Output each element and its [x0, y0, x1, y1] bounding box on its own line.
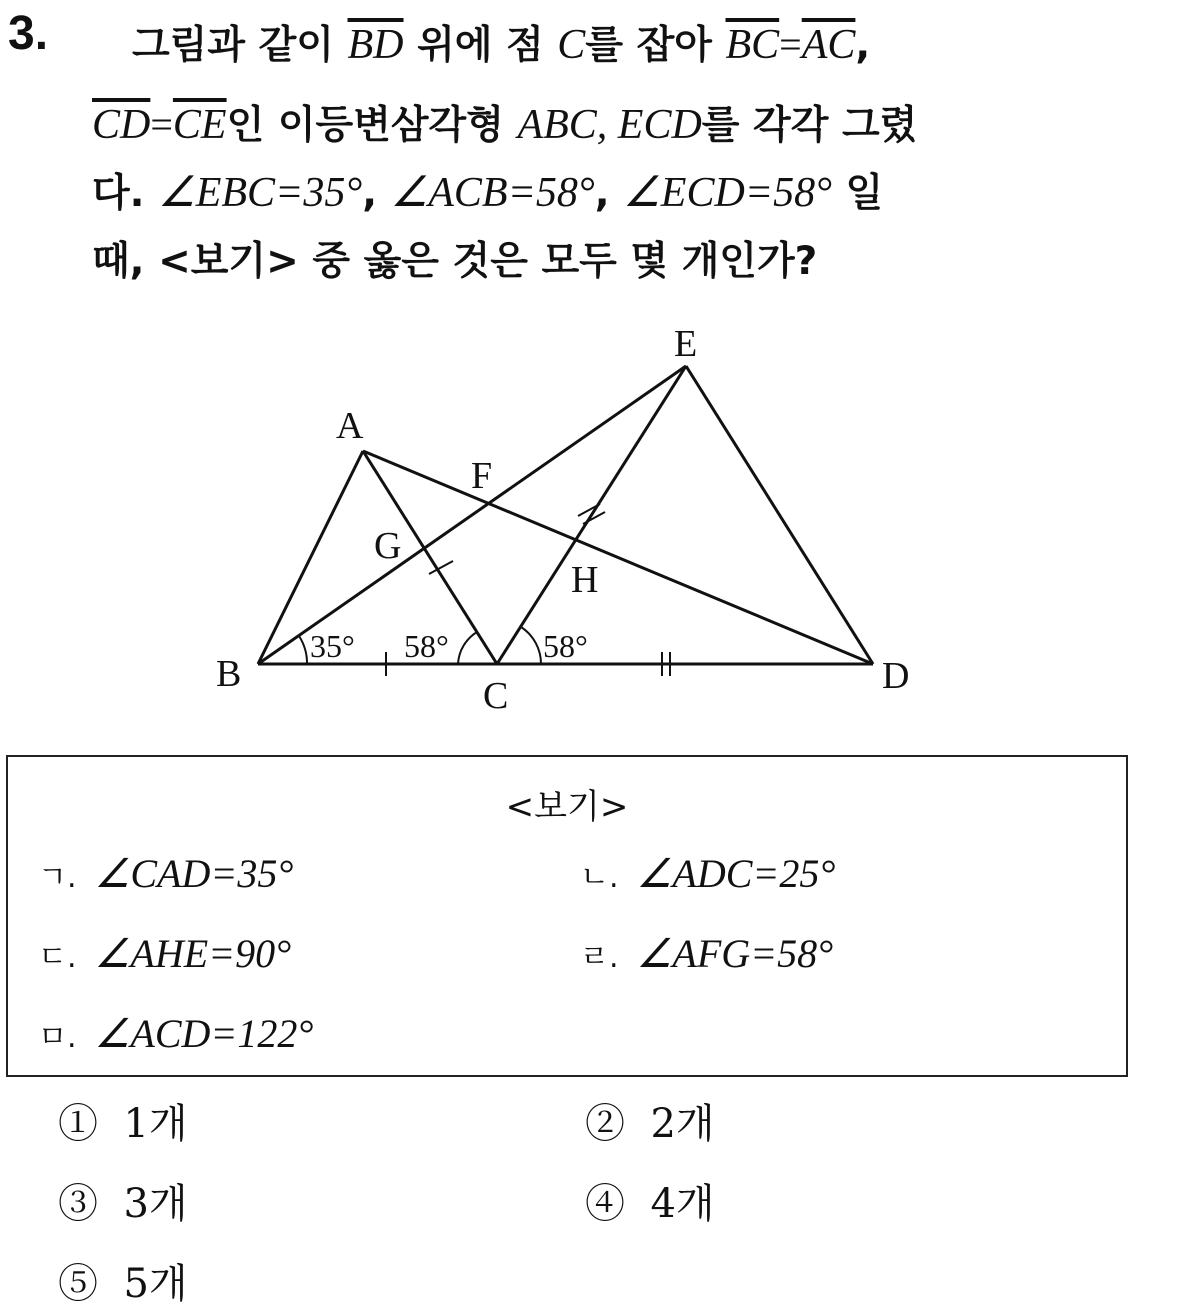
choice-3[interactable] [58, 1172, 188, 1229]
text-segment: 를 각각 그렸 [701, 103, 918, 148]
triangle-abc: ABC [517, 102, 597, 148]
bogi-item-label: ㄱ. [38, 860, 77, 895]
segment-ed-line [686, 366, 873, 664]
tick-ce-1 [578, 504, 600, 516]
text-segment: 위에 점 [403, 23, 558, 68]
text-segment: 를 잡아 [585, 23, 726, 68]
bogi-item-label: ㄷ. [38, 940, 77, 975]
text-segment: 그림과 같이 [132, 23, 348, 68]
angle-label-58-ecd: 58° [543, 628, 588, 664]
bogi-item-label: ㄹ. [580, 940, 619, 975]
bogi-item-label: ㄴ. [580, 860, 619, 895]
bogi-item-label: ㅁ. [38, 1020, 77, 1055]
bogi-item [38, 1010, 313, 1057]
label-d: D [882, 655, 910, 697]
text-segment: 인 이등변삼각형 [226, 103, 518, 148]
choice-4[interactable] [585, 1172, 715, 1229]
bogi-item-text: ∠CAD=35° [94, 851, 294, 896]
point-c: C [557, 22, 586, 68]
choice-mark: ⑤ [58, 1261, 98, 1307]
choice-mark: ④ [585, 1181, 625, 1227]
choice-mark: ③ [58, 1181, 98, 1227]
segment-ce: $\overline{CE}$ [172, 102, 227, 148]
angle-label-35: 35° [310, 628, 355, 664]
angle-ebc-condition: ∠EBC=35° [158, 170, 363, 216]
arc-acb [458, 632, 477, 664]
choice-mark: ① [58, 1101, 98, 1147]
label-b: B [216, 653, 242, 695]
label-f: F [471, 455, 493, 497]
text-segment: 다. [92, 171, 159, 216]
comma: , [855, 23, 871, 68]
angle-label-58-acb: 58° [404, 628, 449, 664]
triangle-ecd: ECD [617, 102, 702, 148]
segment-bd: $\overline{BD}$ [347, 22, 404, 68]
segment-ce-line [497, 366, 686, 664]
comma: , [594, 171, 624, 216]
bogi-box [6, 755, 1128, 1077]
bogi-title: <보기> [505, 787, 629, 827]
bogi-item-text: ∠AFG=58° [636, 931, 834, 976]
angle-ecd-condition: ∠ECD=58° [623, 170, 832, 216]
bogi-item [580, 930, 833, 977]
choice-text: 1개 [123, 1101, 188, 1147]
label-h: H [571, 559, 599, 601]
equals-sign: = [779, 22, 802, 67]
text-segment: 일 [831, 171, 884, 216]
arc-ecd [521, 627, 541, 664]
bogi-item-text: ∠ADC=25° [636, 851, 836, 896]
choice-text: 5개 [123, 1261, 188, 1307]
bogi-item-text: ∠ACD=122° [94, 1011, 314, 1056]
question-number: 3. [8, 7, 49, 60]
choice-2[interactable] [585, 1092, 715, 1149]
segment-ac: $\overline{AC}$ [801, 22, 856, 68]
label-c: C [483, 675, 509, 717]
segment-bc: $\overline{BC}$ [725, 22, 780, 68]
angle-acb-condition: ∠ACB=58° [390, 170, 595, 216]
segment-be-line [258, 366, 686, 664]
bogi-item-text: ∠AHE=90° [94, 931, 292, 976]
choice-5[interactable] [58, 1252, 188, 1309]
label-g: G [374, 525, 402, 567]
choice-text: 2개 [650, 1101, 715, 1147]
comma: , [362, 171, 391, 216]
label-a: A [336, 405, 364, 447]
label-e: E [674, 323, 698, 365]
bogi-item [38, 930, 291, 977]
bogi-item [580, 850, 835, 897]
bogi-item [38, 850, 293, 897]
choice-text: 4개 [650, 1181, 715, 1227]
segment-cd: $\overline{CD}$ [92, 102, 151, 148]
comma: , [596, 102, 618, 148]
choice-1[interactable] [58, 1092, 188, 1149]
equals-sign: = [150, 102, 173, 147]
question-line-4: 때, <보기> 중 옳은 것은 모두 몇 개인가? [92, 239, 818, 284]
arc-ebc [299, 636, 307, 664]
choice-mark: ② [585, 1101, 625, 1147]
choice-text: 3개 [123, 1181, 188, 1227]
